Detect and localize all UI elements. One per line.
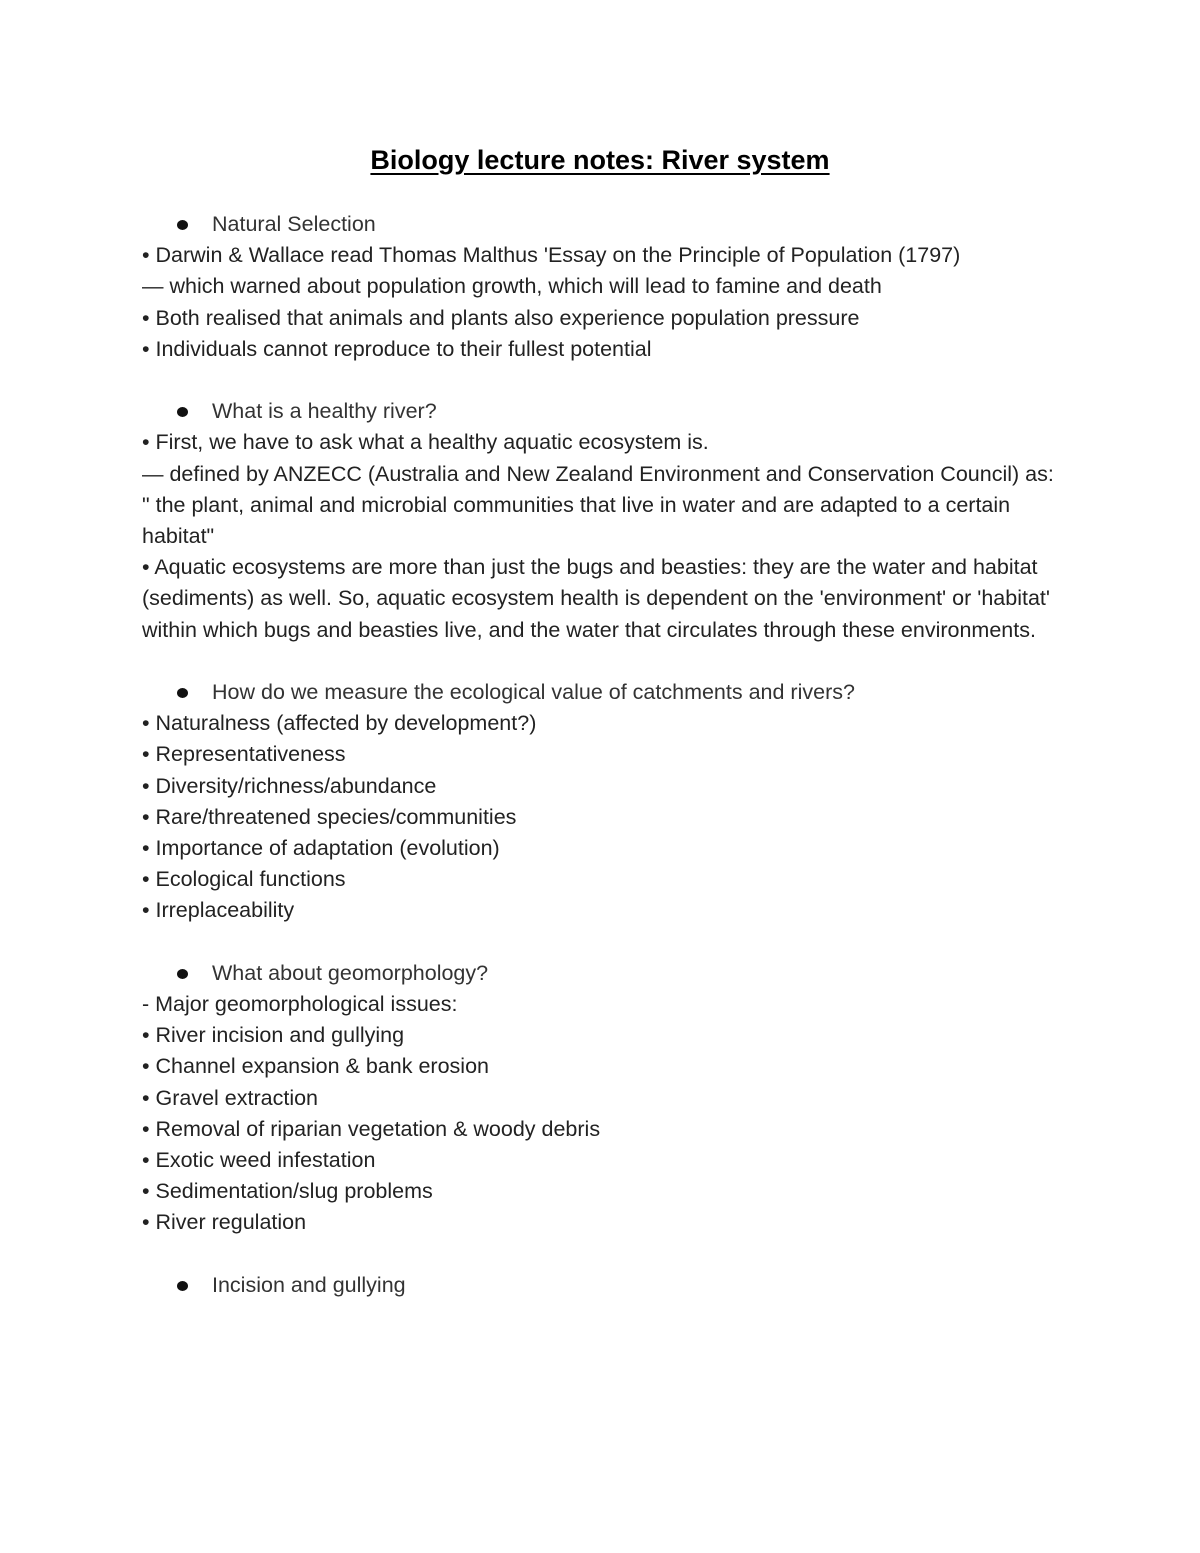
note-line: • Sedimentation/slug problems [142, 1179, 433, 1204]
note-line: • First, we have to ask what a healthy aquatic ecosystem is. [142, 430, 709, 455]
bullet-dot-icon [177, 688, 188, 698]
section-heading [142, 1270, 1062, 1301]
note-line: • Ecological functions [142, 867, 346, 892]
note-line: • Both realised that animals and plants also experience population pressure [142, 305, 860, 330]
note-line: — defined by ANZECC (Australia and New Zealand Environment and Conservation Council) as: [142, 461, 1054, 486]
bullet-dot-icon [177, 220, 188, 230]
heading-text: How do we measure the ecological value of catchments and rivers? [212, 680, 855, 705]
section-healthy-river [142, 396, 1062, 646]
notes-body [142, 209, 1062, 1332]
note-line: • River incision and gullying [142, 1023, 405, 1048]
section-incision-gullying [142, 1270, 1062, 1301]
note-line: " the plant, animal and microbial communities that live in water and are adapted to a certain habitat" [142, 492, 1011, 549]
bullet-dot-icon [177, 1281, 188, 1291]
note-line: - Major geomorphological issues: [142, 992, 458, 1017]
section-heading [142, 958, 1062, 989]
note-line: • Darwin & Wallace read Thomas Malthus 'Essay on the Principle of Population (1797) [142, 243, 961, 268]
note-line: • Representativeness [142, 742, 346, 767]
note-line: • Gravel extraction [142, 1085, 319, 1110]
bullet-dot-icon [177, 407, 188, 417]
note-line: • Exotic weed infestation [142, 1148, 376, 1173]
section-natural-selection [142, 209, 1062, 365]
note-line: • Individuals cannot reproduce to their fullest potential [142, 336, 652, 361]
note-line: • Irreplaceability [142, 898, 295, 923]
heading-text: Incision and gullying [212, 1272, 406, 1297]
note-line: • Channel expansion & bank erosion [142, 1054, 489, 1079]
bullet-dot-icon [177, 969, 188, 979]
section-ecological-value [142, 677, 1062, 927]
heading-text: What about geomorphology? [212, 960, 489, 985]
section-heading [142, 209, 1062, 240]
page-title: Biology lecture notes: River system [370, 145, 830, 175]
note-line: • Removal of riparian vegetation & woody debris [142, 1116, 601, 1141]
section-heading [142, 396, 1062, 427]
heading-text: What is a healthy river? [212, 399, 437, 424]
section-heading [142, 677, 1062, 708]
section-geomorphology [142, 958, 1062, 1239]
heading-text: Natural Selection [212, 212, 376, 236]
note-line: • Diversity/richness/abundance [142, 773, 437, 798]
note-line: • River regulation [142, 1210, 307, 1235]
note-line: — which warned about population growth, which will lead to famine and death [142, 274, 882, 299]
note-line: • Importance of adaptation (evolution) [142, 836, 500, 861]
note-line: • Aquatic ecosystems are more than just the bugs and beasties: they are the water and habitat (sediments) as well. So, aquatic ecosystem health is dependent on the 'environment' or 'habitat' within which bugs and beasties live, and the water that circulates through these environments. [142, 555, 1050, 642]
note-line: • Naturalness (affected by development?) [142, 711, 537, 736]
note-line: • Rare/threatened species/communities [142, 804, 517, 829]
